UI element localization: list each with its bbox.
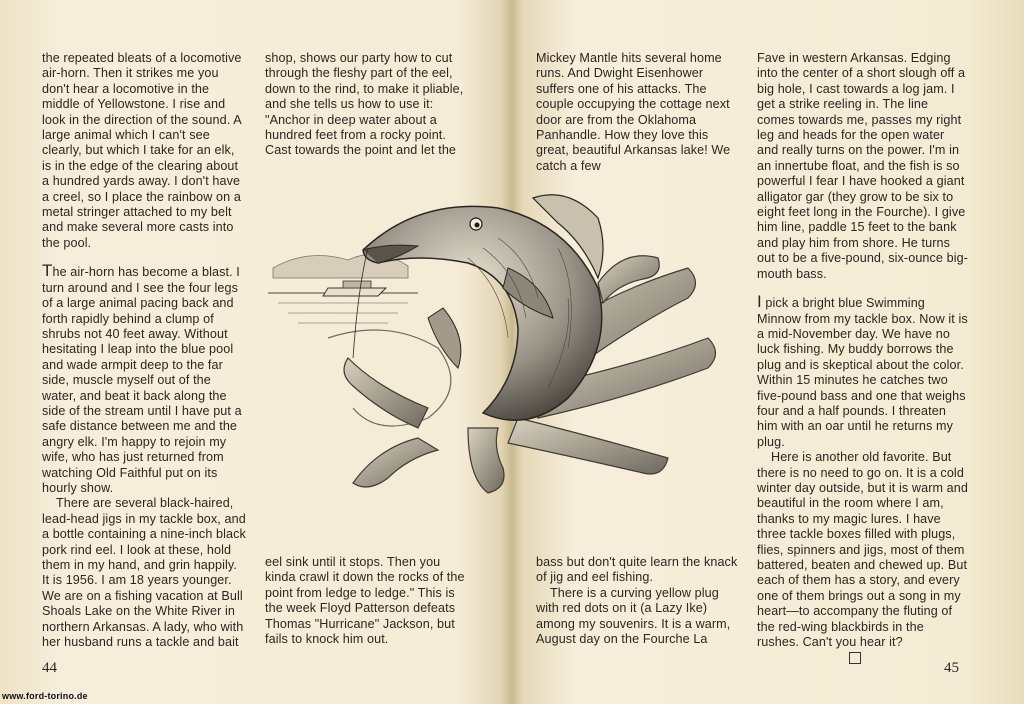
paragraph: I pick a bright blue Swimming Minnow from my tackle box. Now it is a mid-November day. We have no luck fishing. My buddy borrows the plug and is skeptical about the color. Within 15 minutes he catches two five-pound bass and one that weighs four and a half pounds. I threaten him with an oar until he returns my plug. xyxy=(757,292,968,449)
paragraph: There are several black-haired, lead-head jigs in my tackle box, and a bottle containing a nine-inch black pork rind eel. I look at these, hold them in my hand, and grin happily. It is 1956. I am 18 years younger. We are on a fishing vacation at Bull Shoals Lake on the White River in northern Arkansas. A lady, who with her husband runs a tackle and bait xyxy=(42,496,246,650)
paragraph: bass but don't quite learn the knack of jig and eel fishing. xyxy=(536,555,738,585)
left-column-2-bottom xyxy=(265,555,471,647)
right-column-4 xyxy=(757,51,969,666)
watermark-text: www.ford-torino.de xyxy=(2,691,88,701)
paragraph: There is a curving yellow plug with red dots on it (a Lazy Ike) among my souvenirs. It is a warm, August day on the Fourche La xyxy=(536,585,731,647)
paragraph: Mickey Mantle hits several home runs. And Dwight Eisenhower suffers one of his attacks. The couple occupying the cottage next door are from the Oklahoma Panhandle. How they love this great, beautiful Arkansas lake! We catch a few xyxy=(536,51,731,173)
right-column-3-bottom xyxy=(536,555,740,647)
drop-cap: I xyxy=(757,292,762,312)
paragraph: The air-horn has become a blast. I turn around and I see the four legs of a large animal pacing back and forth rapidly behind a clump of shrubs not 40 feet away. Without hesitating I leap into the blue pool and wade armpit deep to the far side, muscle myself out of the water, and beat it back along the side of the stream until I have put a safe distance between me and the angry elk. I'm happy to rejoin my wife, who has just returned from watching Old Faithful put on its hourly show. xyxy=(42,261,242,495)
end-mark-icon xyxy=(849,652,861,664)
paragraph: shop, shows our party how to cut through the fleshy part of the eel, down to the rind, to make it pliable, and she tells us how to use it: "Anchor in deep water about a hundred feet from a rocky point. Cast towards the point and let the xyxy=(265,51,464,158)
page-number-right: 45 xyxy=(944,660,959,676)
leaping-bass-illustration-icon xyxy=(268,188,736,498)
paragraph: eel sink until it stops. Then you kinda crawl it down the rocks of the point from ledge to ledge." This is the week Floyd Patterson defeats Thomas "Hurricane" Jackson, but fails to knock him out. xyxy=(265,555,465,647)
right-column-3-top xyxy=(536,51,744,174)
left-column-1 xyxy=(42,51,246,650)
left-column-2-top xyxy=(265,51,467,159)
paragraph: Fave in western Arkansas. Edging into the center of a short slough off a big hole, I cast towards a log jam. I get a strike reeling in. The line comes towards me, passes my right leg and heads for the open water and really turns on the power. I'm in an innertube float, and the fish is so powerful I fear I have hooked a giant alligator gar (they grow to be six to eight feet long in the Fourche). I give him line, paddle 15 feet to the bank and play him from shore. He turns out to be a five-pound, six-ounce big-mouth bass. xyxy=(757,51,969,281)
paragraph: Here is another old favorite. But there is no need to go on. It is a cold winter day outside, but it is warm and beautiful in the room where I am, thanks to my magic lures. I have three tackle boxes filled with plugs, flies, spinners and jigs, most of them battered, beaten and chewed up. But each of them has a story, and every one of them brings out a song in my heart—to accompany the fluting of the red-wing blackbirds in the rushes. Can't you hear it? xyxy=(757,450,969,666)
page-number-left: 44 xyxy=(42,660,57,676)
drop-cap: T xyxy=(42,261,53,281)
paragraph: the repeated bleats of a locomotive air-horn. Then it strikes me you don't hear a locomotive in the middle of Yellowstone. I rise and look in the direction of the sound. A large animal which I can't see clearly, but which I take for an elk, is in the edge of the clearing about a hundred yards away. I don't have a creel, so I place the rainbow on a metal stringer attached to my belt and make several more casts into the pool. xyxy=(42,51,242,250)
